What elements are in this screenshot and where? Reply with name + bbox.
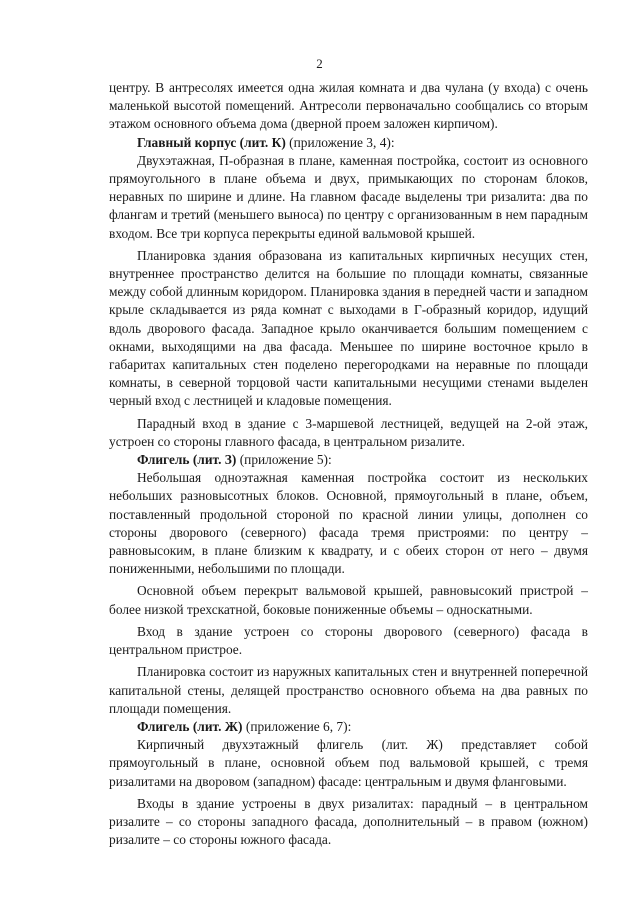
- paragraph: Кирпичный двухэтажный флигель (лит. Ж) представляет собой прямоугольный в плане, основной объем под вальмовой крышей, с тремя ризалитами на дворовом (западном) фасаде: центральным и двумя фланговыми.: [109, 737, 588, 789]
- heading-title: Флигель (лит. З): [137, 452, 237, 468]
- paragraph: Небольшая одноэтажная каменная постройка состоит из нескольких небольших разновысотных блоков. Основной, прямоугольный в плане, объем, поставленный продольной стороной по красной линии улицы, дополнен со стороны дворового (северного) фасада тремя пристроями: по центру – равновысоким, в плане близким к квадрату, и с обеих сторон от него – двумя пониженными, небольшими по площади.: [109, 470, 588, 577]
- paragraph: центру. В антресолях имеется одна жилая комната и два чулана (у входа) с очень маленькой высотой помещений. Антресоли первоначально сообщались со вторым этажом основного объема дома (дверной проем заложен кирпичом).: [109, 80, 588, 132]
- page-number: 2: [316, 56, 323, 71]
- paragraph: Планировка состоит из наружных капитальных стен и внутренней поперечной капитальной стены, делящей пространство основного объема на два равных по площади помещения.: [109, 664, 588, 716]
- heading-ref: (приложение 5):: [236, 452, 332, 468]
- section-heading: [109, 134, 588, 152]
- heading-title: Главный корпус (лит. К): [137, 134, 286, 150]
- section-heading: [109, 718, 588, 736]
- paragraph: Основной объем перекрыт вальмовой крышей, равновысокий пристрой – более низкой трехскатной, боковые пониженные объемы – односкатными.: [109, 583, 588, 617]
- document-body: [109, 79, 588, 849]
- heading-ref: (приложение 3, 4):: [285, 134, 395, 150]
- section-heading: [109, 451, 588, 469]
- paragraph: Планировка здания образована из капитальных кирпичных несущих стен, внутреннее пространство делится на большие по площади комнаты, связанные между собой длинным коридором. Планировка здания в передней части и западном крыле складывается из ряда комнат с выходами в Г-образный коридор, идущий вдоль дворового фасада. Западное крыло оканчивается большим помещением с окнами, выходящими на два фасада. Меньшее по ширине восточное крыло в габаритах капитальных стен поделено перегородками на неравные по площади комнаты, в северной торцовой части капитальными несущими стенами выделен черный вход с лестницей и кладовые помещения.: [109, 247, 589, 409]
- paragraph: Двухэтажная, П-образная в плане, каменная постройка, состоит из основного прямоугольного в плане объема и двух, примыкающих по сторонам блоков, неравных по ширине и длине. На главном фасаде выделены три ризалита: два по флангам и третий (меньшего выноса) по центру с организованным в нем парадным входом. Все три корпуса перекрыты единой вальмовой крышей.: [109, 152, 588, 241]
- paragraph: Входы в здание устроены в двух ризалитах: парадный – в центральном ризалите – со стороны западного фасада, дополнительный – в правом (южном) ризалите – со стороны южного фасада.: [109, 795, 588, 848]
- paragraph: Вход в здание устроен со стороны дворового (северного) фасада в центральном пристрое.: [109, 623, 588, 658]
- heading-ref: (приложение 6, 7):: [242, 718, 352, 734]
- heading-title: Флигель (лит. Ж): [137, 718, 243, 734]
- paragraph: Парадный вход в здание с 3-маршевой лестницей, ведущей на 2-ой этаж, устроен со стороны главного фасада, в центральном ризалите.: [109, 415, 588, 449]
